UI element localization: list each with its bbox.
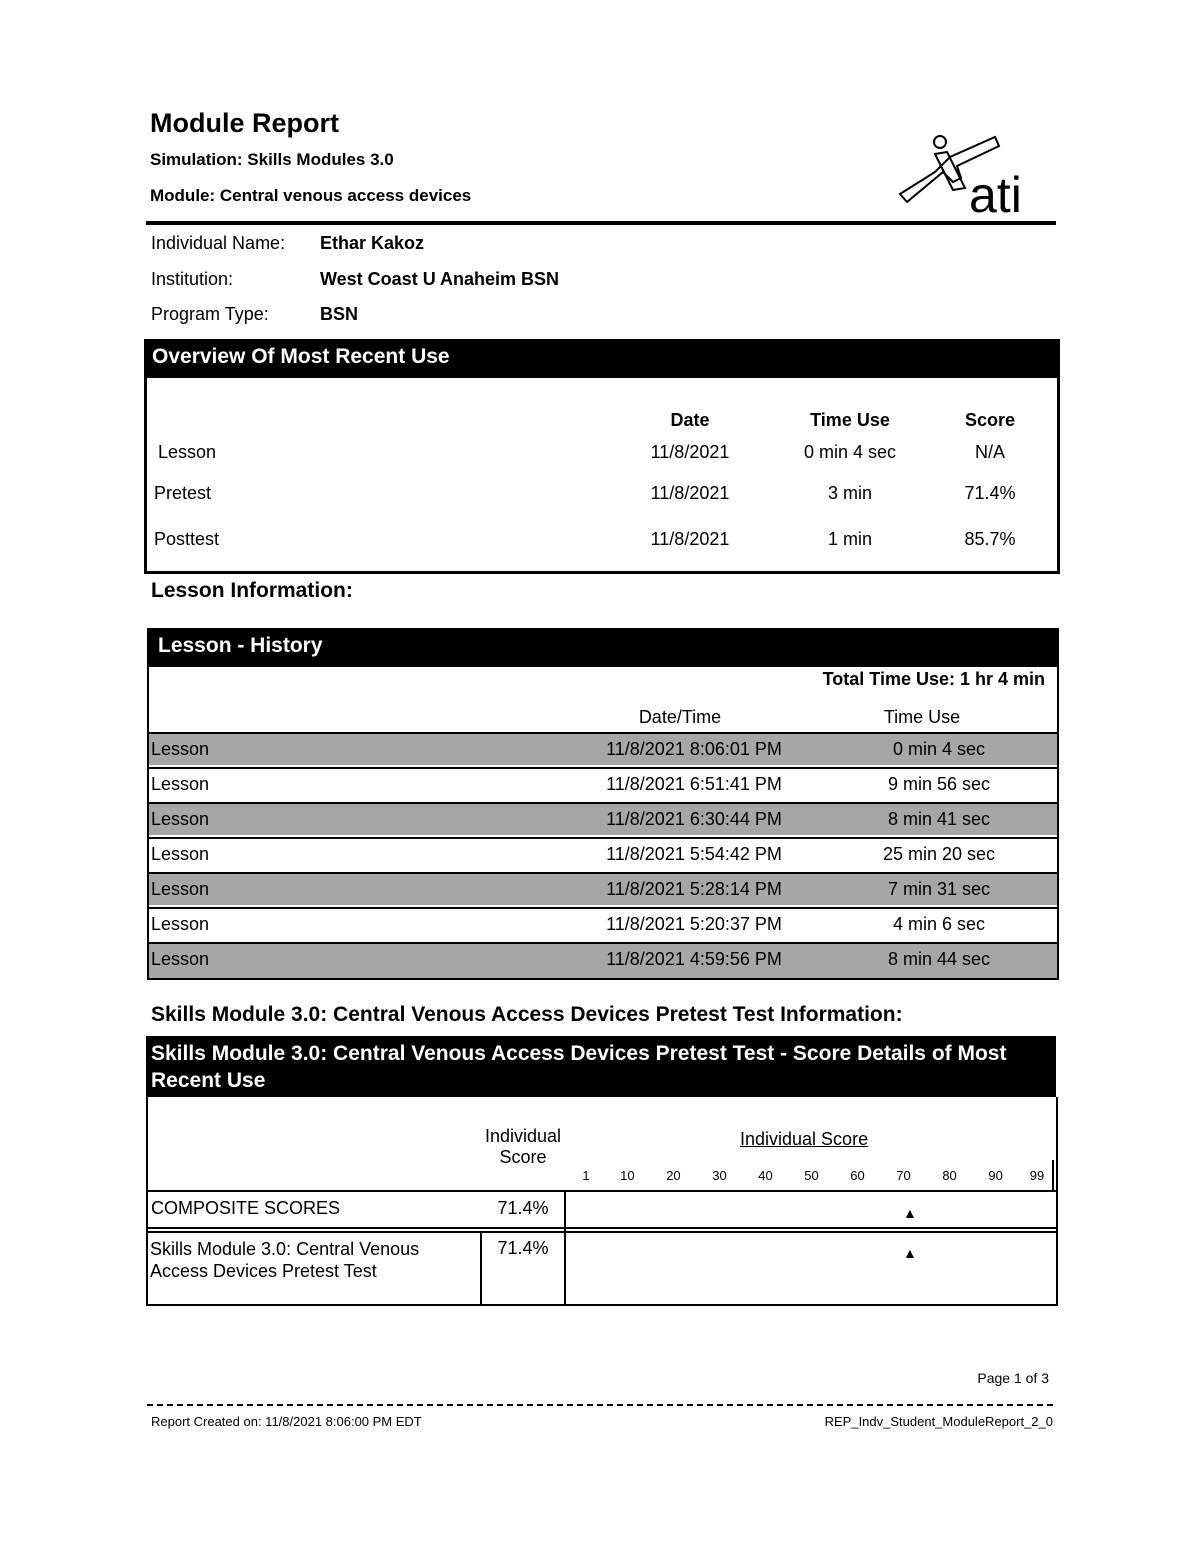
- scale-tick-label: 1: [582, 1168, 590, 1183]
- header-rule: [146, 221, 1056, 225]
- lesson-history-title: Lesson - History: [158, 634, 323, 657]
- overview-row-time: 1 min: [827, 529, 872, 549]
- footer-rule: [147, 1404, 1053, 1406]
- divider: [146, 1231, 1056, 1233]
- overview-row-time: 3 min: [827, 483, 872, 503]
- pretest-title: Skills Module 3.0: Central Venous Access Devices Pretest Test - Score Details of Most Recent Use: [151, 1042, 1007, 1092]
- overview-row-date: 11/8/2021: [650, 483, 730, 503]
- history-row-time: 25 min 20 sec: [882, 844, 996, 864]
- history-row-label: Lesson: [151, 949, 210, 969]
- history-row-label: Lesson: [151, 844, 210, 864]
- history-row-datetime: 11/8/2021 8:06:01 PM: [606, 739, 782, 759]
- history-row: [149, 837, 1057, 870]
- overview-row-label: Posttest: [154, 529, 220, 549]
- overview-row-label: Lesson: [158, 442, 217, 462]
- overview-row-score: 85.7%: [964, 529, 1016, 549]
- divider: [1052, 1160, 1054, 1190]
- overview-header-date: Date: [670, 410, 710, 430]
- history-row-time: 7 min 31 sec: [887, 879, 991, 899]
- history-row-datetime: 11/8/2021 5:20:37 PM: [606, 914, 782, 934]
- composite-score-marker-icon: ▲: [903, 1205, 917, 1221]
- scale-tick-label: 30: [712, 1168, 727, 1183]
- overview-row-score: N/A: [974, 442, 1005, 462]
- scale-tick-label: 60: [850, 1168, 865, 1183]
- history-row-label: Lesson: [151, 739, 210, 759]
- divider: [146, 1190, 1056, 1192]
- report-id: REP_Indv_Student_ModuleReport_2_0: [824, 1414, 1053, 1429]
- ati-logo-text: ati: [969, 167, 1022, 220]
- history-row-datetime: 11/8/2021 4:59:56 PM: [606, 949, 782, 969]
- scale-tick-label: 99: [1029, 1168, 1045, 1183]
- history-row-datetime: 11/8/2021 5:54:42 PM: [606, 844, 782, 864]
- overview-title: Overview Of Most Recent Use: [152, 345, 450, 368]
- divider: [146, 1227, 1056, 1229]
- composite-scores-label: COMPOSITE SCORES: [151, 1198, 341, 1218]
- institution-label: Institution:: [151, 269, 234, 289]
- history-row: [149, 767, 1057, 800]
- overview-header-score: Score: [964, 410, 1016, 430]
- history-header-datetime: Date/Time: [638, 707, 722, 727]
- history-row-datetime: 11/8/2021 6:30:44 PM: [606, 809, 782, 829]
- lesson-information-heading: Lesson Information:: [151, 579, 353, 602]
- scale-tick-label: 50: [804, 1168, 819, 1183]
- history-row: [149, 907, 1057, 940]
- scale-tick-label: 90: [988, 1168, 1003, 1183]
- overview-row-date: 11/8/2021: [650, 442, 730, 462]
- overview-row-time: 0 min 4 sec: [803, 442, 897, 462]
- institution-value: West Coast U Anaheim BSN: [320, 269, 560, 289]
- report-title: Module Report: [150, 108, 339, 138]
- simulation-line: Simulation: Skills Modules 3.0: [150, 150, 394, 169]
- program-type-value: BSN: [320, 304, 359, 324]
- history-row-label: Lesson: [151, 914, 210, 934]
- overview-row-label: Pretest: [154, 483, 212, 503]
- history-row-time: 8 min 44 sec: [887, 949, 991, 969]
- module-test-score-value: 71.4%: [497, 1238, 549, 1258]
- report-created: Report Created on: 11/8/2021 8:06:00 PM EDT: [151, 1414, 422, 1429]
- history-row-datetime: 11/8/2021 6:51:41 PM: [606, 774, 782, 794]
- history-row-label: Lesson: [151, 774, 210, 794]
- history-row-time: 4 min 6 sec: [892, 914, 986, 934]
- scale-tick-label: 40: [758, 1168, 773, 1183]
- history-row: [149, 872, 1057, 905]
- history-row: [149, 732, 1057, 765]
- scale-tick-label: 20: [666, 1168, 681, 1183]
- individual-score-header: Individual Score: [484, 1126, 562, 1167]
- history-row-datetime: 11/8/2021 5:28:14 PM: [606, 879, 782, 899]
- history-header-time-use: Time Use: [883, 707, 961, 727]
- history-row: [149, 942, 1057, 978]
- module-test-score-marker-icon: ▲: [903, 1245, 917, 1261]
- history-row-time: 0 min 4 sec: [892, 739, 986, 759]
- overview-row-date: 11/8/2021: [650, 529, 730, 549]
- module-line: Module: Central venous access devices: [150, 186, 472, 205]
- history-row-time: 9 min 56 sec: [887, 774, 991, 794]
- scale-tick-label: 70: [896, 1168, 911, 1183]
- total-time-use: Total Time Use: 1 hr 4 min: [822, 669, 1045, 689]
- overview-header-time: Time Use: [810, 410, 890, 430]
- module-test-label: Skills Module 3.0: Central Venous Access Devices Pretest Test: [150, 1239, 420, 1281]
- history-row-time: 8 min 41 sec: [887, 809, 991, 829]
- history-row: [149, 802, 1057, 835]
- program-type-label: Program Type:: [151, 304, 269, 324]
- overview-row-score: 71.4%: [964, 483, 1016, 503]
- composite-score-value: 71.4%: [497, 1198, 549, 1218]
- ati-logo: [895, 132, 1045, 220]
- page-number: Page 1 of 3: [977, 1370, 1049, 1386]
- scale-tick-label: 80: [942, 1168, 957, 1183]
- score-scale-header: Individual Score: [740, 1129, 869, 1149]
- pretest-information-heading: Skills Module 3.0: Central Venous Access Devices Pretest Test Information:: [151, 1003, 903, 1026]
- history-row-label: Lesson: [151, 879, 210, 899]
- scale-tick-label: 10: [620, 1168, 635, 1183]
- individual-name-label: Individual Name:: [151, 233, 286, 253]
- history-row-label: Lesson: [151, 809, 210, 829]
- individual-name-value: Ethar Kakoz: [320, 233, 425, 253]
